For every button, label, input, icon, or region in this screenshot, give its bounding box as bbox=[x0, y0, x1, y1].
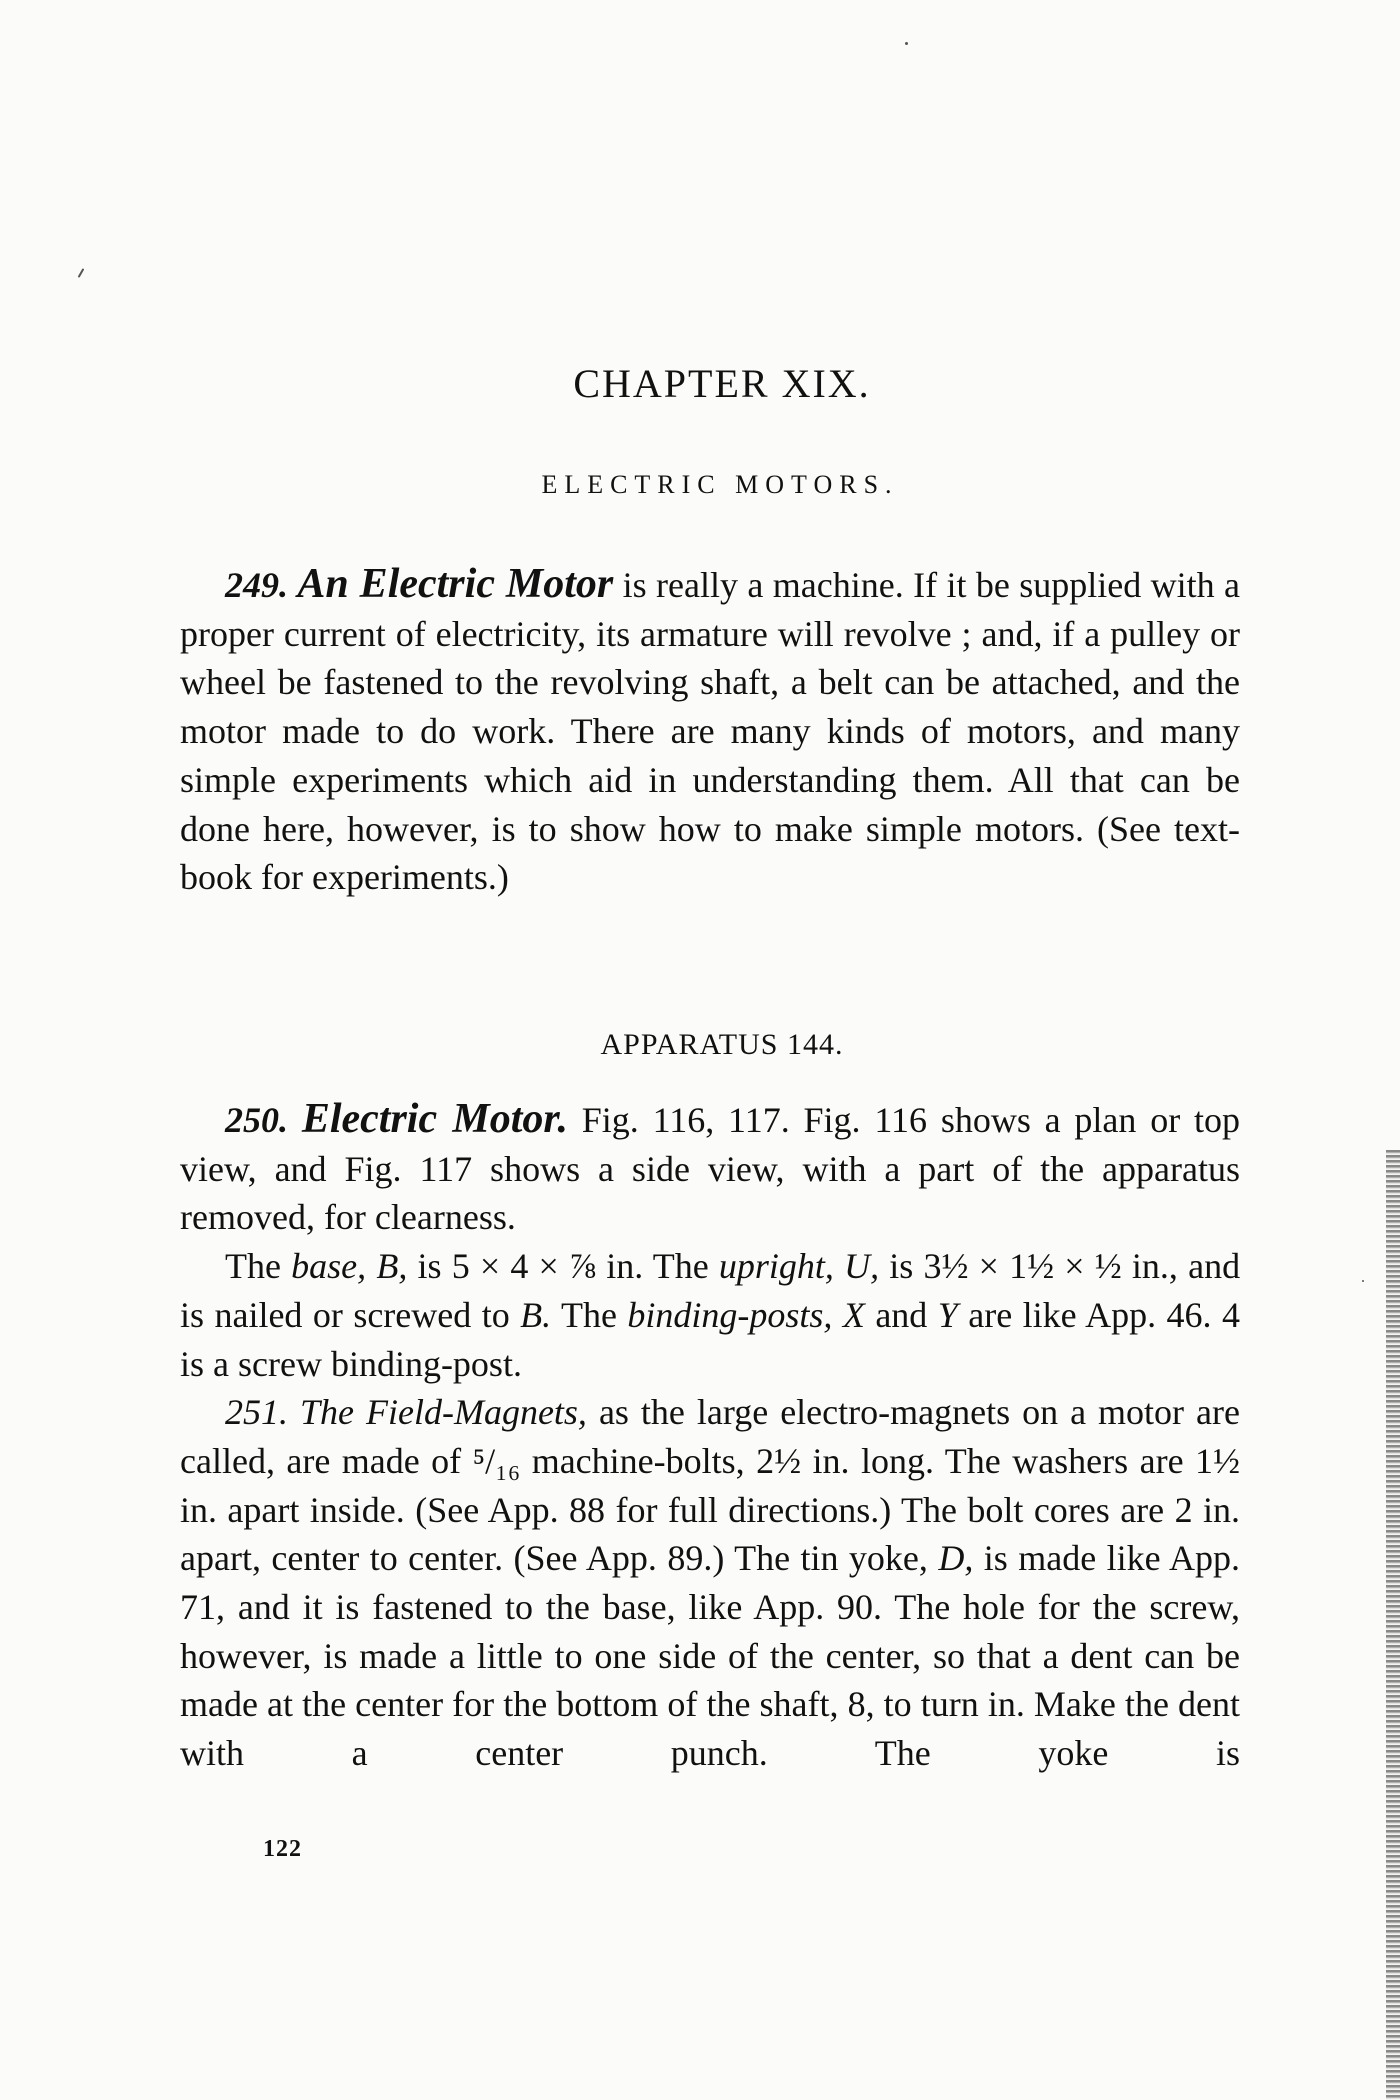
paragraph-250-dimensions: The base, B, is 5 × 4 × ⅞ in. The upright, U, is 3½ × 1½ × ½ in., and is nailed or screwed to B. The binding-posts, X and Y are like App. 46. 4 is a screw binding-post. bbox=[180, 1246, 1241, 1384]
section-heading: The Field-Magnets, bbox=[300, 1392, 587, 1433]
scan-speck bbox=[1362, 1280, 1364, 1282]
page-number: 122 bbox=[263, 1836, 302, 1862]
paragraph-250 bbox=[180, 1095, 1240, 1242]
term-base: base, bbox=[291, 1246, 367, 1287]
paragraph-text: Fig. 116, 117. Fig. 116 shows a plan or top view, and Fig. 117 shows a side view, with a part of the apparatus removed, for clearness. bbox=[180, 1100, 1241, 1238]
section-number: 250. bbox=[225, 1100, 288, 1140]
term-upright: upright, bbox=[718, 1246, 834, 1287]
section-number: 249. bbox=[225, 565, 288, 605]
scan-speck bbox=[905, 42, 908, 45]
section-250 bbox=[180, 1095, 1240, 1778]
section-number: 251. bbox=[225, 1392, 288, 1433]
chapter-heading: CHAPTER XIX. bbox=[573, 361, 871, 406]
section-249 bbox=[180, 560, 1240, 902]
scan-speck bbox=[78, 268, 85, 278]
paragraph-text: is really a machine. If it be supplied with a proper current of electricity, its armature will revolve ; and, if a pulley or wheel be fastened to the revolving shaft, a belt can be attached, and the motor made to do work. There are many kinds of motors, and many simple experiments which aid in understanding them. All that can be done here, however, is to show how to make simple motors. (See text-book for experiments.) bbox=[180, 565, 1241, 898]
paragraph-249 bbox=[180, 560, 1240, 902]
paragraph-251: 251. The Field-Magnets, as the large electro-magnets on a motor are called, are made of ⁵/₁₆ machine-bolts, 2½ in. long. The washers are 1½ in. apart inside. (See App. 88 for full directions.) The bolt cores are 2 in. apart, center to center. (See App. 89.) The tin yoke, D, is made like App. 71, and it is fastened to the base, like App. 90. The hole for the screw, however, is made a little to one side of the center, so that a dent can be made at the center for the bottom of the shaft, 8, to turn in. Make the dent with a center punch. The yoke is bbox=[180, 1392, 1241, 1774]
section-heading: Electric Motor. bbox=[301, 1096, 568, 1142]
section-heading: An Electric Motor bbox=[297, 561, 614, 607]
apparatus-heading: APPARATUS 144. bbox=[600, 1028, 844, 1061]
term-binding-posts: binding-posts, bbox=[627, 1294, 833, 1335]
page-edge-shadow bbox=[1386, 1150, 1400, 2100]
chapter-title: ELECTRIC MOTORS. bbox=[541, 470, 899, 499]
